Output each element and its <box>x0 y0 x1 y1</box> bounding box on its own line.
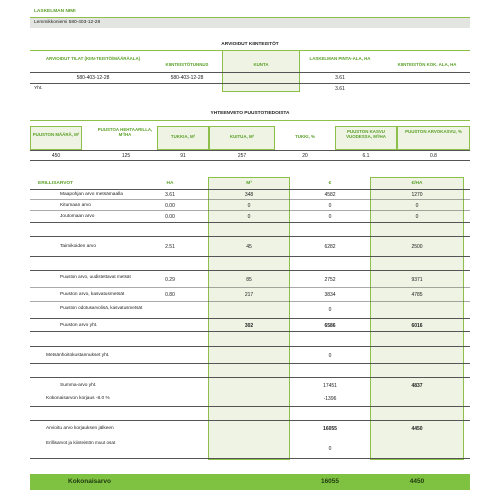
row-label: Puuston arvo yht. <box>60 323 98 328</box>
row-eur: 4582 <box>324 192 336 198</box>
row-eur: 6282 <box>324 244 336 250</box>
row-eur: 0 <box>328 203 332 209</box>
row-label: Erillisarvot ja kiinteistön muut osat <box>46 440 116 445</box>
row-eur: 2752 <box>324 277 336 283</box>
divider <box>30 301 470 302</box>
divider <box>30 150 470 151</box>
divider <box>30 210 470 211</box>
summary-header-1: PUUSTOA HEHTAARILLA, M³/HA <box>97 127 153 137</box>
row-eur: 16055 <box>323 426 337 432</box>
row-eurha: 4450 <box>411 426 423 432</box>
divider <box>30 256 470 257</box>
estates-kunta-col <box>222 50 300 92</box>
row-m3: 85 <box>246 277 252 283</box>
row-label: Joutomaan arvo <box>60 214 95 219</box>
row-eur: 3834 <box>324 292 336 298</box>
row-m3: 45 <box>246 244 252 250</box>
estate-cell: 3.61 <box>335 75 345 81</box>
row-label: Puuston arvo, kasvatusmetsät <box>60 292 125 297</box>
row-eurha: 0 <box>415 214 419 220</box>
row-eurha: 4785 <box>411 292 423 298</box>
summary-header-line <box>30 120 470 121</box>
calc-name-field[interactable] <box>30 18 470 28</box>
row-label: Puuston arvo, uudistettavat metsät <box>60 274 131 279</box>
row-ha: 0.80 <box>165 292 175 298</box>
row-label: Taimikoiden arvo <box>60 244 96 249</box>
divider <box>30 199 470 200</box>
row-eur: 6586 <box>324 323 336 329</box>
divider <box>30 189 470 190</box>
summary-title: YHTEENVETO PUUSTOTIEDOISTA <box>210 111 290 116</box>
divider <box>30 287 470 288</box>
row-m3: 302 <box>244 323 254 329</box>
divider <box>30 346 470 347</box>
estates-header-4: KIINTEISTÖN KOK. ALA, HA <box>397 62 457 67</box>
col-header-eur: € <box>328 181 332 186</box>
total-eurha: 4450 <box>409 478 425 485</box>
row-m3: 0 <box>247 214 251 220</box>
total-label: Kokonaisarvo <box>68 478 111 485</box>
divider <box>30 318 470 319</box>
row-eurha: 1270 <box>411 192 423 198</box>
summary-col-0 <box>30 126 82 150</box>
row-eurha: 2500 <box>411 244 423 250</box>
divider <box>30 72 470 73</box>
divider <box>30 222 470 223</box>
row-eurha: 6016 <box>411 323 423 329</box>
row-label: Puuston odotusarvolisä, kasvatusmetsät <box>60 305 143 310</box>
total-eur: 16055 <box>320 478 340 485</box>
summary-value-5: 6.1 <box>362 153 370 159</box>
summary-value-3: 257 <box>237 153 247 159</box>
estates-header-1: KIINTEISTÖTUNNUS <box>165 62 209 67</box>
row-eur: 0 <box>328 446 332 452</box>
summary-header-5: PUUSTON KASVU VUODESSA, M³/HA <box>346 129 386 139</box>
row-ha: 3.61 <box>165 192 175 198</box>
summary-value-0: 450 <box>51 153 61 159</box>
calc-name-heading: LASKELMAN NIMI <box>34 9 76 14</box>
summary-value-1: 125 <box>121 153 131 159</box>
row-m3: 348 <box>244 192 254 198</box>
calc-name-value: Lemmikkoniemi 580-403-12-28 <box>34 20 101 25</box>
estates-total-label: Yht. <box>34 86 43 91</box>
divider <box>30 83 470 84</box>
row-ha: 0.00 <box>165 214 175 220</box>
summary-header-0: PUUSTON MÄÄRÄ, M³ <box>32 132 80 137</box>
summary-value-2: 91 <box>180 153 186 159</box>
estate-cell: 580-403-12-28 <box>170 75 204 81</box>
row-label: Maapohjan arvo metsämaalla <box>60 192 123 197</box>
divider <box>30 406 470 407</box>
row-label: Summa-arvo yht. <box>60 383 97 388</box>
row-label: Kokonaisarvon korjaus -8.0 % <box>46 396 110 401</box>
estates-header-0: ARVIOIDUT TILAT (KIIN-TEISTÖ/MÄÄRÄALA) <box>45 56 141 61</box>
row-m3: 217 <box>244 292 254 298</box>
row-eur: -1396 <box>323 396 337 402</box>
divider <box>30 363 470 364</box>
row-ha: 0.00 <box>165 203 175 209</box>
total-bar <box>30 474 470 490</box>
summary-header-4: TUKKI, % <box>295 134 315 139</box>
summary-header-6: PUUSTON ARVOKASVU, % <box>405 129 462 134</box>
row-label: Kitumaan arvo <box>60 203 91 208</box>
row-eurha: 4837 <box>411 383 423 389</box>
summary-header-3: KUITUA, M³ <box>229 134 255 139</box>
row-eur: 0 <box>328 214 332 220</box>
summary-value-6: 0.8 <box>430 153 437 159</box>
row-eurha: 0 <box>415 203 419 209</box>
row-label: Arvioitu arvo korjauksen jälkeen <box>46 426 114 431</box>
summary-value-4: 20 <box>302 153 308 159</box>
col-header-ha: HA <box>166 181 174 186</box>
divider <box>30 270 470 271</box>
divider <box>30 236 470 237</box>
row-eur: 0 <box>328 307 332 313</box>
divider <box>30 331 470 332</box>
estates-title: ARVIOIDUT KIINTEISTÖT <box>221 42 279 47</box>
col-header-eurha: €/HA <box>411 181 423 186</box>
estates-header-3: LASKELMAN PINTA-ALA, HA <box>309 56 371 61</box>
divider <box>30 420 470 421</box>
row-ha: 0.29 <box>165 277 175 283</box>
row-ha: 2.51 <box>165 244 175 250</box>
row-m3: 0 <box>247 203 251 209</box>
row-eur: 0 <box>328 353 332 359</box>
estates-total-value: 3.61 <box>335 86 345 92</box>
row-eurha: 9371 <box>411 277 423 283</box>
divider <box>30 458 470 459</box>
estates-header-2: KUNTA <box>253 62 269 67</box>
divider <box>30 377 470 378</box>
summary-header-2: TUKKIA, M³ <box>170 134 196 139</box>
col-header-m3: M³ <box>246 181 252 186</box>
col-header-erillisarvot: ERILLISARVOT <box>38 181 74 186</box>
row-label: Metsänhoitokustannukset yht. <box>46 353 110 358</box>
divider <box>30 160 470 161</box>
estate-cell: 580-403-12-28 <box>76 75 110 81</box>
row-eur: 17451 <box>323 383 337 389</box>
